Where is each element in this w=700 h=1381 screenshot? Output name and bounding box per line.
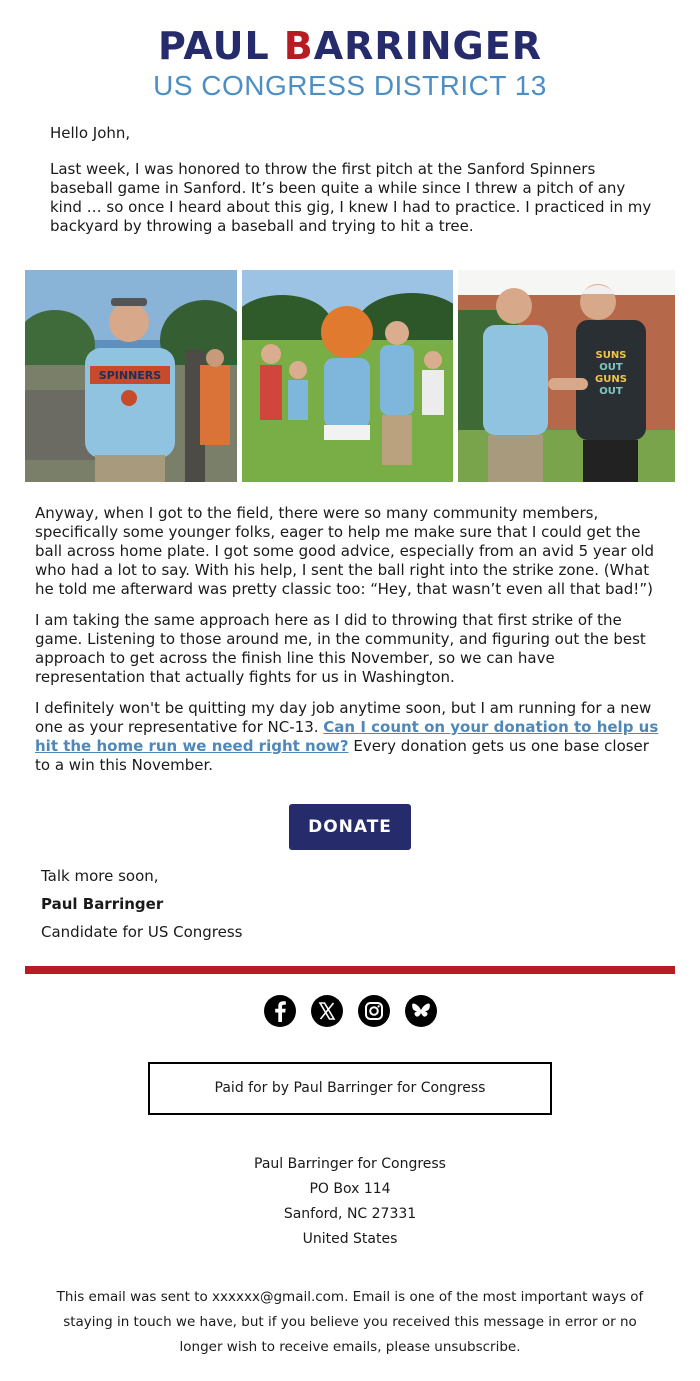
campaign-logo bbox=[0, 24, 700, 102]
shirt-line-1: SUNS bbox=[595, 350, 627, 361]
body-paragraph-2: I am taking the same approach here as I did to throwing that first strike of the game. Listening to those around me, in the community, and figuring out the best approach to get across the finish line this November, so we can have representation that actually fights for us in Washington. bbox=[35, 611, 646, 686]
shirt-line-2: OUT bbox=[599, 362, 623, 373]
logo-red-b: B bbox=[283, 24, 314, 68]
intro-section bbox=[50, 124, 660, 253]
donate-button[interactable]: DONATE bbox=[289, 804, 411, 850]
divider bbox=[25, 966, 675, 974]
signoff-name: Paul Barringer bbox=[41, 895, 164, 913]
address-line-3: Sanford, NC 27331 bbox=[283, 1206, 417, 1222]
body-p3-before: I definitely won't be quitting my day job anytime soon, but I am running for a new one as your representative for NC-13. bbox=[35, 699, 652, 736]
body-paragraph-1: Anyway, when I got to the field, there were so many community members, specifically some younger folks, eager to help me make sure that I could get the ball across home plate. I got some good advice, especially from an avid 5 year old who had a lot to say. With his help, I sent the ball right into the strike zone. (What he told me afterward was pretty classic too: “Hey, that wasn’t even all that bad!”) bbox=[35, 504, 655, 598]
signoff-closing: Talk more soon, bbox=[41, 867, 159, 885]
greeting: Hello John, bbox=[50, 124, 131, 142]
x-icon[interactable] bbox=[311, 995, 343, 1027]
footer-notice: This email was sent to xxxxxx@gmail.com. Email is one of the most important ways of staying in touch we have, but if you believe you received this message in error or no longer wish to receive emails, please unsubscribe. bbox=[56, 1289, 644, 1355]
paid-for-disclaimer: Paid for by Paul Barringer for Congress bbox=[148, 1062, 552, 1115]
body-p3-after: Every donation gets us one base closer to a win this November. bbox=[35, 737, 649, 774]
body-paragraph-3 bbox=[35, 699, 665, 775]
logo-subtitle: US CONGRESS DISTRICT 13 bbox=[153, 70, 547, 101]
jersey-text: SPINNERS bbox=[98, 369, 162, 382]
photo-mascot-kids bbox=[242, 270, 453, 482]
bluesky-icon[interactable] bbox=[405, 995, 437, 1027]
address-line-1: Paul Barringer for Congress bbox=[254, 1156, 446, 1172]
shirt-line-4: OUT bbox=[599, 386, 623, 397]
logo-first-name: PAUL bbox=[158, 24, 270, 68]
photo-candidate-jersey bbox=[25, 270, 237, 482]
photo-row bbox=[25, 270, 675, 482]
instagram-icon[interactable] bbox=[358, 995, 390, 1027]
logo-last-name: ARRINGER bbox=[313, 24, 542, 68]
address-line-4: United States bbox=[302, 1231, 398, 1247]
facebook-icon[interactable] bbox=[264, 995, 296, 1027]
signoff bbox=[41, 862, 243, 946]
photo-handshake bbox=[458, 270, 675, 482]
donation-link[interactable]: Can I count on your donation to help us hit the home run we need right now? bbox=[35, 718, 659, 755]
shirt-line-3: GUNS bbox=[595, 374, 627, 385]
social-links bbox=[0, 995, 700, 1027]
address-line-2: PO Box 114 bbox=[309, 1181, 391, 1197]
logo-name bbox=[0, 24, 700, 68]
body-section bbox=[35, 504, 665, 787]
mailing-address bbox=[0, 1152, 700, 1252]
signoff-title: Candidate for US Congress bbox=[41, 923, 243, 941]
intro-paragraph: Last week, I was honored to throw the first pitch at the Sanford Spinners baseball game in Sanford. It’s been quite a while since I threw a pitch of any kind … so once I heard about this gig, I knew I had to practice. I practiced in my backyard by throwing a baseball and trying to hit a tree. bbox=[50, 160, 652, 235]
